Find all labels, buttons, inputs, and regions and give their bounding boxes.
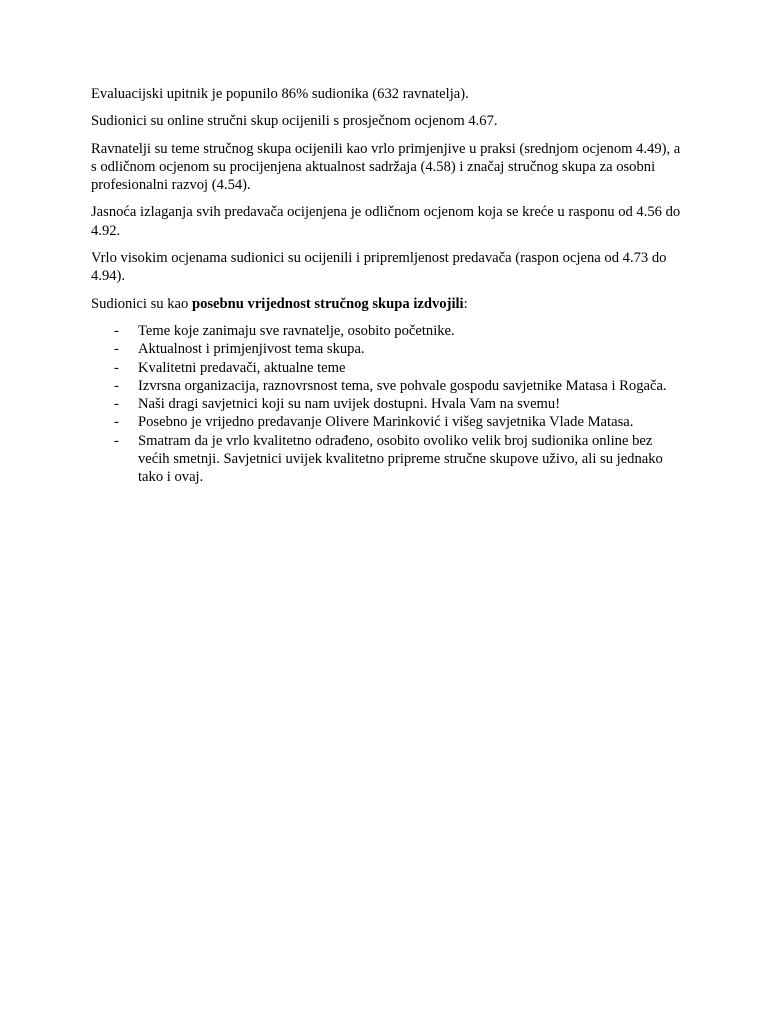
paragraph-topics-rating: Ravnatelji su teme stručnog skupa ocijenili kao vrlo primjenjive u praksi (srednjom ocjenom 4.49), a s odličnom ocjenom su procijenjena aktualnost sadržaja (4.58) i značaj stručnog skupa za osobni profesionalni razvoj (4.54).: [91, 140, 681, 194]
list-item-text: Posebno je vrijedno predavanje Olivere Marinković i višeg savjetnika Vlade Matasa.: [138, 414, 634, 431]
highlight-suffix: :: [463, 295, 468, 312]
list-dash: -: [114, 359, 119, 376]
list-item-text: Smatram da je vrlo kvalitetno odrađeno, osobito ovoliko velik broj sudionika online bez većih smetnji. Savjetnici uvijek kvalitetno pripreme stručne skupove uživo, ali su jednako tako i ovaj.: [138, 432, 663, 486]
highlight-prefix: Sudionici su kao: [91, 295, 192, 312]
list-dash: -: [114, 377, 119, 394]
list-dash: -: [114, 414, 119, 431]
list-item: [91, 340, 681, 358]
list-item: [91, 432, 681, 487]
paragraph-clarity-rating: Jasnoća izlaganja svih predavača ocijenjena je odličnom ocjenom koja se kreće u rasponu od 4.56 do 4.92.: [91, 204, 681, 239]
highlight-bold: posebnu vrijednost stručnog skupa izdvojili: [191, 295, 464, 312]
feedback-list: [91, 322, 681, 487]
list-item: [91, 377, 681, 395]
list-dash: -: [114, 341, 119, 358]
list-item-text: Naši dragi savjetnici koji su nam uvijek dostupni. Hvala Vam na svemu!: [138, 396, 561, 413]
list-item-text: Kvalitetni predavači, aktualne teme: [138, 359, 346, 376]
list-item: [91, 413, 681, 431]
paragraph-highlight: [91, 295, 681, 313]
list-item: [91, 359, 681, 377]
list-item-text: Aktualnost i primjenjivost tema skupa.: [138, 341, 365, 358]
list-dash: -: [114, 396, 119, 413]
paragraph-preparedness-rating: Vrlo visokim ocjenama sudionici su ocijenili i pripremljenost predavača (raspon ocjena od 4.73 do 4.94).: [91, 250, 667, 285]
document-page: [91, 85, 681, 487]
paragraph-response-rate: Evaluacijski upitnik je popunilo 86% sudionika (632 ravnatelja).: [91, 86, 469, 102]
list-dash: -: [114, 322, 119, 339]
list-item-text: Izvrsna organizacija, raznovrsnost tema, sve pohvale gospodu savjetnike Matasa i Rogača.: [138, 377, 667, 394]
list-item: [91, 395, 681, 413]
list-dash: -: [114, 432, 119, 449]
list-item: [91, 322, 681, 340]
list-item-text: Teme koje zanimaju sve ravnatelje, osobito početnike.: [138, 322, 455, 339]
paragraph-average-rating: Sudionici su online stručni skup ocijenili s prosječnom ocjenom 4.67.: [91, 113, 498, 130]
